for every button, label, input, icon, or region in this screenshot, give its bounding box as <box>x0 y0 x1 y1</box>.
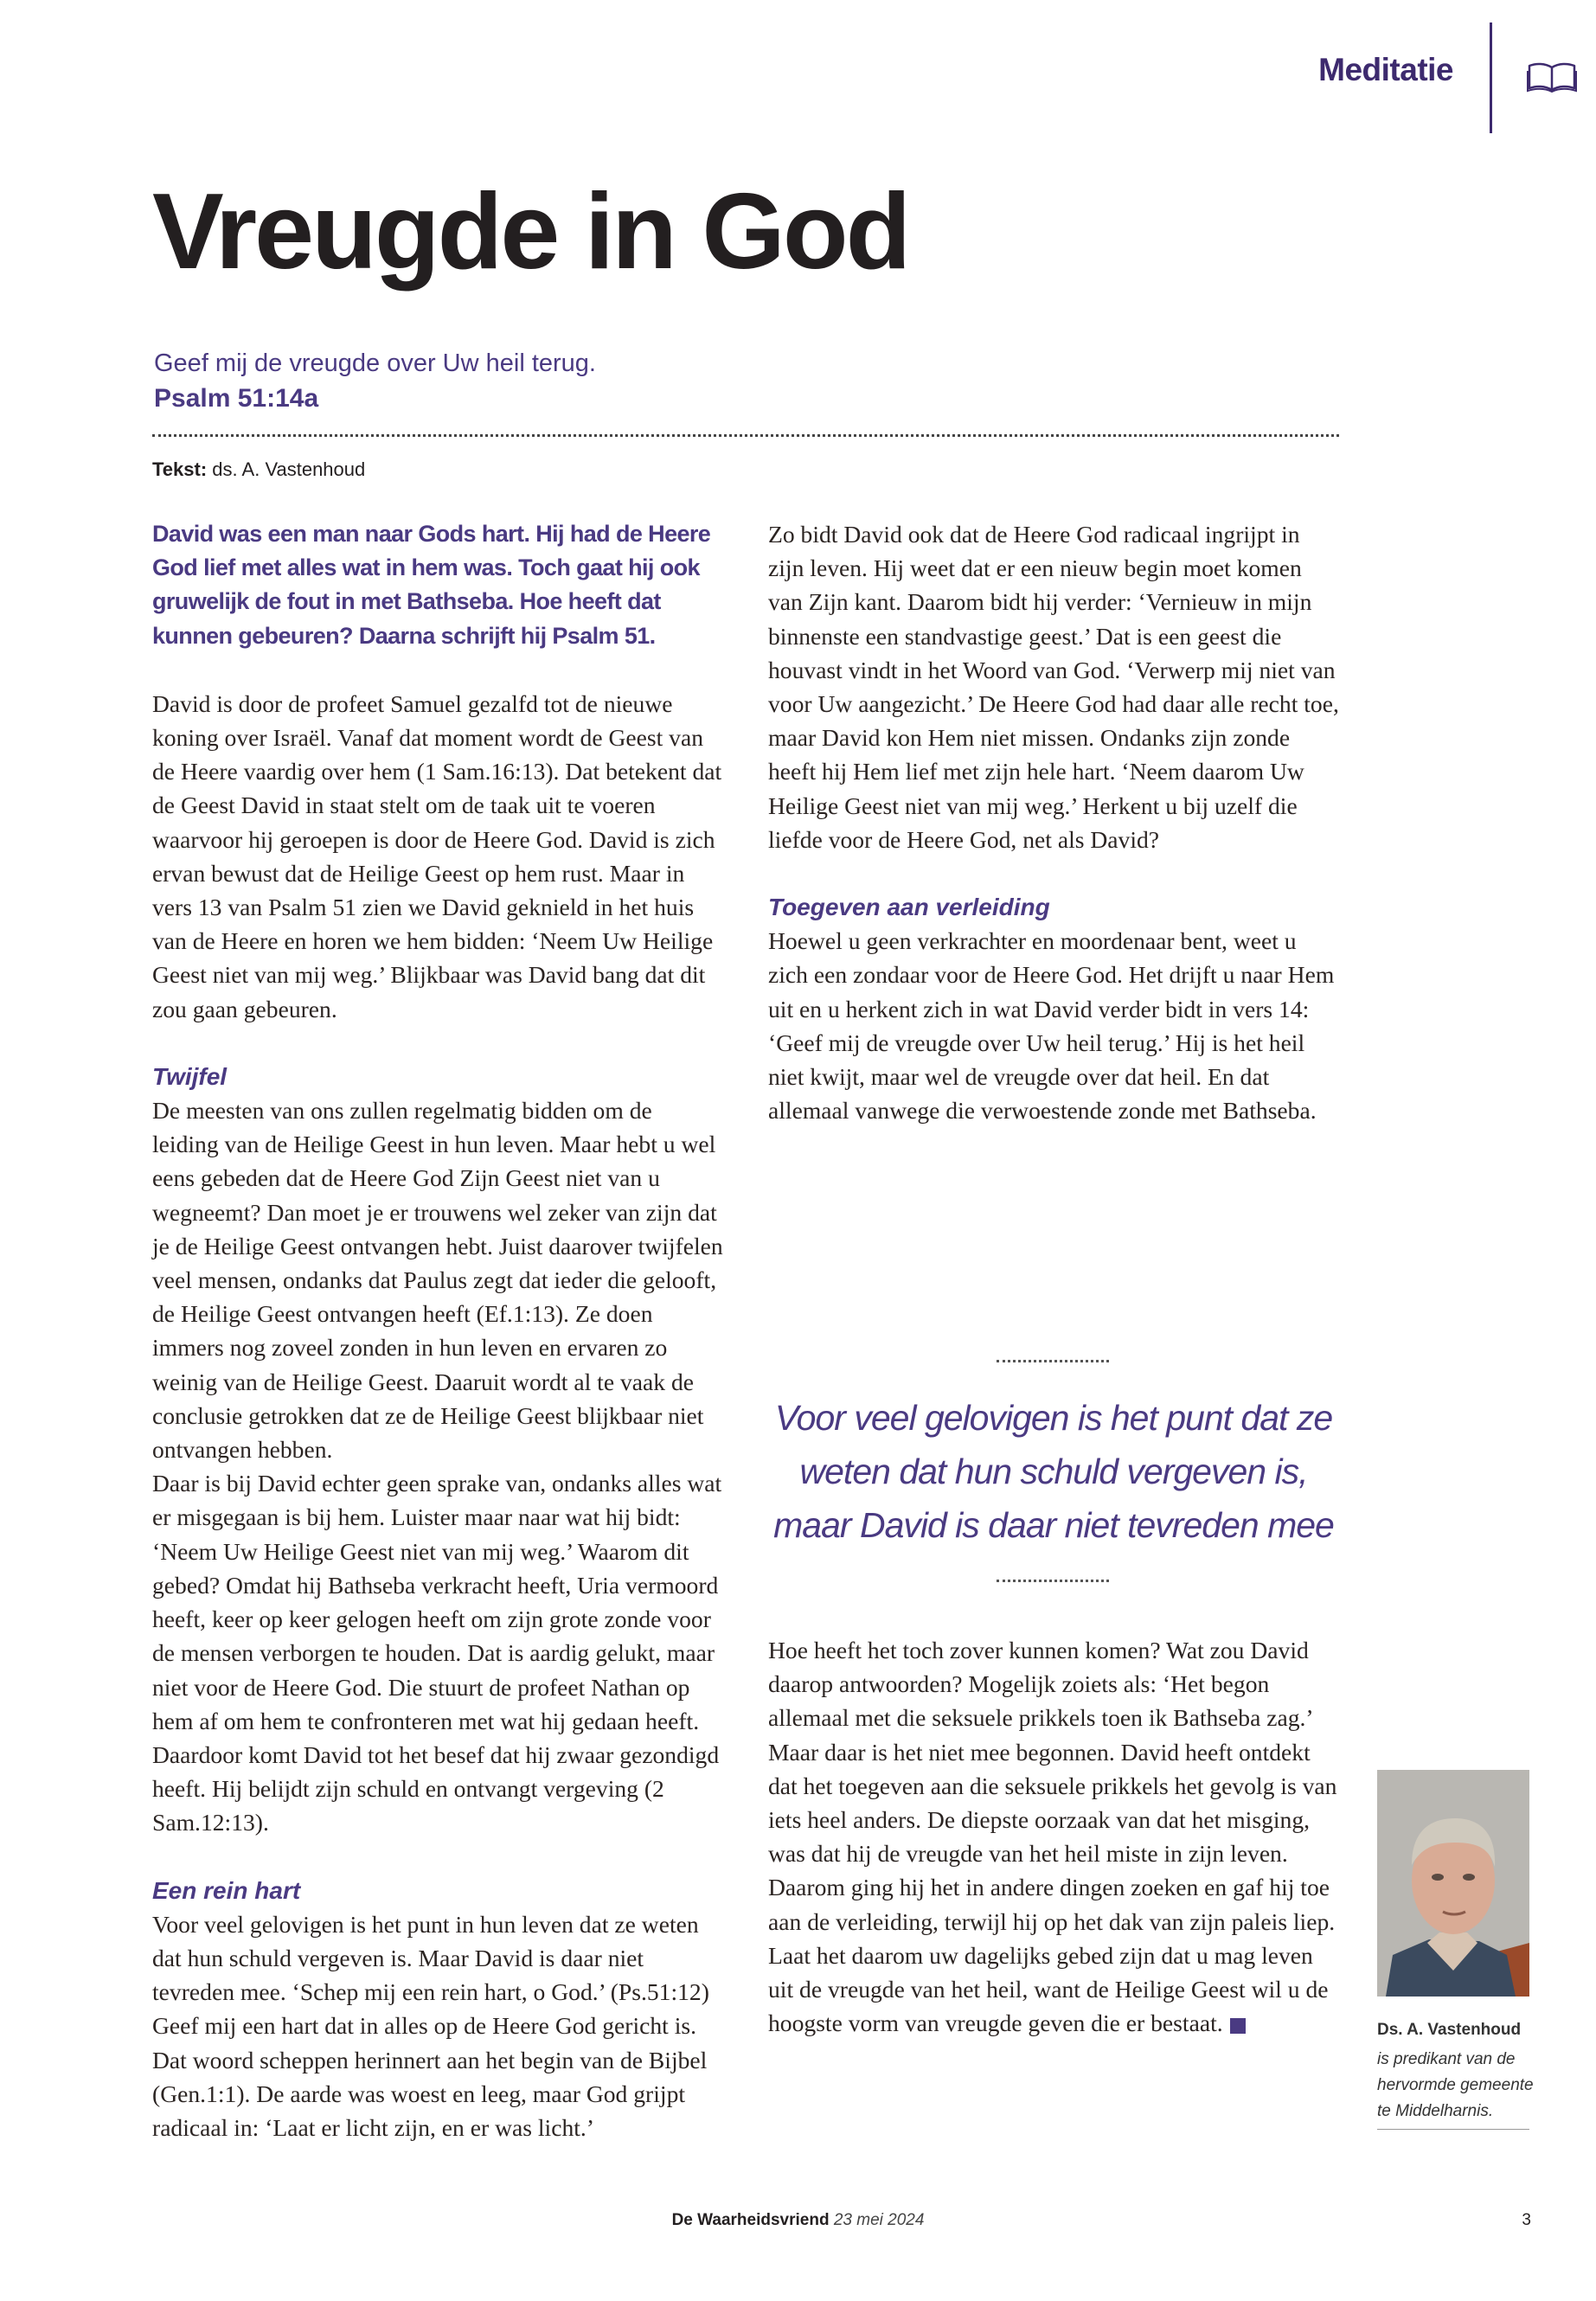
pullquote-line-2: weten dat hun schuld vergeven is, <box>799 1452 1308 1491</box>
credit-author: ds. A. Vastenhoud <box>212 458 366 480</box>
body-paragraph-4: Voor veel gelovigen is het punt in hun leven dat ze weten dat hun schuld vergeven is. Maar David is daar niet tevreden mee. ‘Schep mij een rein hart, o God.’ (Ps.51:12) Geef mij een hart dat in alles op de Heere God gericht is. Dat woord scheppen herinnert aan het begin van de Bijbel (Gen.1:1). De aarde was woest en leeg, maar God grijpt radicaal in: ‘Laat er licht zijn, en er was licht.’ <box>152 1910 709 2141</box>
body-paragraph-2: De meesten van ons zullen regelmatig bidden om de leiding van de Heilige Geest in hun leven. Maar hebt u wel eens gebeden dat de Heere God Zijn Geest niet van u wegneemt? Dan moet je er trouwens wel zeker van zijn dat je de Heilige Geest ontvangen hebt. Juist daarover twijfelen veel mensen, ondanks dat Paulus zegt dat ieder die gelooft, de Heilige Geest ontvangen heeft (Ef.1:13). Ze doen immers nog zoveel zonden in hun leven en ervaren zo weinig van de Heilige Geest. Daaruit wordt al te vaak de conclusie getrokken dat ze de Heilige Geest blijkbaar niet ontvangen hebben. <box>152 1097 723 1464</box>
author-photo <box>1377 1770 1529 1997</box>
article-title: Vreugde in God <box>152 172 909 292</box>
footer-publication: De Waarheidsvriend <box>671 2211 830 2229</box>
author-name: Ds. A. Vastenhoud <box>1377 2021 1522 2039</box>
dotted-divider <box>152 434 1339 437</box>
pullquote-line-3: maar David is daar niet tevreden mee <box>773 1505 1334 1545</box>
body-paragraph-1: David is door de profeet Samuel gezalfd tot de nieuwe koning over Israël. Vanaf dat moment wordt de Geest van de Heere vaardig over hem (1 Sam.16:13). Dat betekent dat de Geest David in staat stelt om de taak uit te voeren waarvoor hij geroepen is door de Heere God. David is zich ervan bewust dat de Heilige Geest op hem rust. Maar in vers 13 van Psalm 51 zien we David geknield in het huis van de Heere en horen we hem bidden: ‘Neem Uw Heilige Geest niet van mij weg.’ Blijkbaar was David bang dat dit zou gaan gebeuren. <box>152 689 722 1022</box>
author-credit <box>152 458 365 481</box>
page-number: 3 <box>1522 2211 1531 2229</box>
body-paragraph-3: Daar is bij David echter geen sprake van, ondanks alles wat er misgegaan is bij hem. Luister maar naar wat hij bidt: ‘Neem Uw Heilige Geest niet van mij weg.’ Waarom dit gebed? Omdat hij Bathseba verkracht heeft, Uria vermoord heeft, keer op keer gelogen heeft om zijn grote zonde voor de mensen verborgen te houden. Dat is aardig gelukt, maar niet voor de Heere God. Die stuurt de profeet Nathan op hem af om hem te confronteren met wat hij gedaan heeft. Daardoor komt David tot het besef dat hij zwaar gezondigd heeft. Hij belijdt zijn schuld en ontvangt vergeving (2 Sam.12:13). <box>152 1470 722 1836</box>
body-paragraph-8 <box>768 1939 1339 2041</box>
section-label: Meditatie <box>1318 52 1453 87</box>
verse-reference: Psalm 51:14a <box>154 384 319 413</box>
footer-date: 23 mei 2024 <box>833 2211 925 2229</box>
end-mark-icon <box>1230 2018 1246 2034</box>
bible-verse: Geef mij de vreugde over Uw heil terug. <box>154 349 596 377</box>
pullquote-line-1: Voor veel gelovigen is het punt dat ze <box>774 1398 1333 1438</box>
body-paragraph-8-text: Laat het daarom uw dagelijks gebed zijn dat u mag leven uit de vreugde van het heil, want de Heilige Geest wil u de hoogste vorm van vreugde geven die er bestaat. <box>768 1941 1329 2037</box>
pullquote-dots-top <box>997 1360 1109 1362</box>
author-box-rule <box>1377 2129 1529 2130</box>
body-paragraph-7: Hoe heeft het toch zover kunnen komen? Wat zou David daarop antwoorden? Mogelijk zoiets als: ‘Het begon allemaal met die seksuele prikkels toen ik Bathseba zag.’ Maar daar is het niet mee begonnen. David heeft ontdekt dat het toegeven aan die seksuele prikkels het gevolg is van iets heel anders. De diepste oorzaak van dat het misging, was dat hij de vreugde van het heil miste in zijn leven. Daarom ging hij het in andere dingen zoeken en gaf hij toe aan de verleiding, terwijl hij op het dak van zijn paleis liep. <box>768 1637 1337 1935</box>
pull-quote <box>768 1391 1339 1552</box>
subheading-een-rein-hart: Een rein hart <box>152 1876 301 1904</box>
right-column <box>768 517 1339 1127</box>
body-paragraph-5: Zo bidt David ook dat de Heere God radicaal ingrijpt in zijn leven. Hij weet dat er een nieuw begin moet komen van Zijn kant. Daarom bidt hij verder: ‘Vernieuw in mijn binnenste een standvastige geest.’ Dat is een geest die houvast vindt in het Woord van God. ‘Verwerp mij niet van voor Uw aangezicht.’ De Heere God had daar alle recht toe, maar David kon Hem niet missen. Ondanks zijn zonde heeft hij Hem lief met zijn hele hart. ‘Neem daarom Uw Heilige Geest niet van mij weg.’ Herkent u bij uzelf die liefde voor de Heere God, net als David? <box>768 521 1339 853</box>
intro-paragraph: David was een man naar Gods hart. Hij had de Heere God lief met alles wat in hem was. Toch gaat hij ook gruwelijk de fout in met Bathseba. Hoe heeft dat kunnen gebeuren? Daarna schrijft hij Psalm 51. <box>152 521 711 649</box>
left-column <box>152 517 723 2144</box>
footer <box>0 2211 1596 2230</box>
author-role: is predikant van de hervormde gemeente te Middelharnis. <box>1377 2050 1534 2120</box>
body-paragraph-6: Hoewel u geen verkrachter en moordenaar bent, weet u zich een zondaar voor de Heere God. Het drijft u naar Hem uit en u herkent zich in wat David verder bidt in vers 14: ‘Geef mij de vreugde over Uw heil terug.’ Hij is het heil niet kwijt, maar wel de vreugde over dat heil. En dat allemaal vanwege die verwoestende zonde met Bathseba. <box>768 927 1335 1125</box>
subheading-toegeven: Toegeven aan verleiding <box>768 894 1050 921</box>
credit-label: Tekst: <box>152 458 208 480</box>
open-book-icon <box>1526 61 1578 93</box>
header-divider <box>1490 22 1492 133</box>
right-column-lower <box>768 1633 1339 2040</box>
subheading-twijfel: Twijfel <box>152 1062 228 1090</box>
pullquote-dots-bottom <box>997 1580 1109 1582</box>
